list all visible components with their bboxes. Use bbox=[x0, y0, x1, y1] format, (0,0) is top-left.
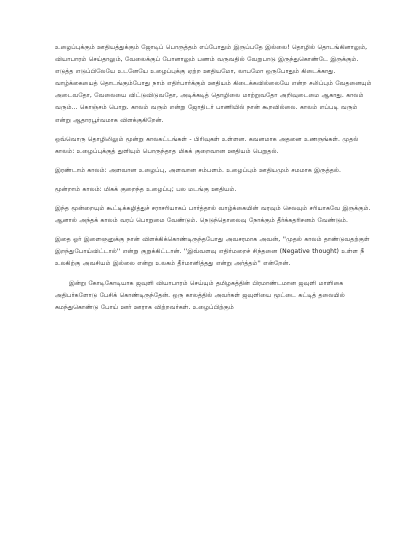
paragraph-2: ஒவ்வொரு தொழிலிலும் மூன்று காலகட்டங்கள் - பிரிவுகள் உள்ளன. கவனமாக அதனை உணருங்கள். முதல் காலம்: உழைப்புக்குத் துளியும் பொருந்தாத மிகக் குறைவான ஊதியம் பெறுதல். bbox=[55, 135, 359, 155]
paragraph-3: இரண்டாம் காலம்: அளவான உழைப்பு, அளவான சம்பளம். உழைப்பும் ஊதியமும் சமமாக இருத்தல். bbox=[55, 166, 341, 174]
paragraph-1: உழைப்புக்கும் ஊதியத்துக்கும் ஜோடிப் பொருத்தம் எப்போதும் இருப்பதே இல்லை! தொழில் தொடங்கினாலும், வியாபாரம் செய்தாலும், வேலைக்குப் போனாலும் பணம் வருவதில் வேறுபாடு இருந்துகொண்டே இருக்கும். எடுத்த எடுப்பிலேயே உடனேயே உழைப்புக்கு ஏற்ற ஊதியமோ, லாபமோ ஒருபோதும் கிடைக்காது. வாழ்க்கையைத் தொடங்கும்போது நாம் எதிர்பார்க்கும் ஊதியம் கிடைக்கவில்லையே என்ற சலிப்பும் வேதனையும் அடைவதோ, வேலையை விட்டுவிடுவதோ, அடிக்கடித் தொழிலை மாற்றுவதோ அறிவுடைமை ஆகாது. காலம் வரும்... கொஞ்சம் பொறு. காலம் வரும் என்று ஜோதிடர் பாணியில் நான் கூறவில்லை. காலம் எப்படி வரும் என்று ஆதாரபூர்வமாக விளக்குகிறேன். bbox=[55, 44, 372, 124]
paragraph-7: இன்று கோடிகோடியாக ஜவுளி வியாபாரம் செய்யும் தமிழகத்தின் பிரமாண்டமான ஜவுளி மாளிகை அதிபர்களோடு பேசிக் கொண்டிருந்தேன். ஒரு காலத்தில் அவர்கள் ஜவுளியை மூட்டை கட்டித் தலையில் சுமந்துகொண்டு போய் ஊர் ஊராக விற்றவர்கள். உழைப்பிற்கும் bbox=[55, 279, 345, 311]
document-body bbox=[55, 42, 373, 321]
paragraph-6: இதை ஓர் இளைஞனுக்கு நான் விளக்கிக்கொண்டிருந்தபோது அவசரமாக அவன், ''முதல் காலம் தாண்டுவதற்குள் இறந்துபோய்விட்டால்'' என்று குறுக்கிட்டான். ''இவ்வளவு எதிர்மறைச் சிந்தனை (Negative thought) உள்ள நீ உலகிற்கு அவசியம் இல்லை என்று உலகம் தீர்மானித்தது என்று அர்த்தம்'' என்றேன். bbox=[55, 236, 370, 268]
paragraph-5: இந்த மூன்றையும் கூட்டிக்கழித்துச் சராசரியாகப் பார்த்தால் வாழ்க்கையின் வரவும் செலவும் சரியாகவே இருக்கும். ஆனால் அந்தக் காலம் வரப் பொறுமை வேண்டும். நெடுந்தொலைவு நோக்கும் தீர்க்கதரிசனம் வேண்டும். bbox=[55, 205, 371, 225]
paragraph-4: மூன்றாம் காலம்: மிகக் குறைந்த உழைப்பு; பல மடங்கு ஊதியம். bbox=[55, 185, 237, 193]
